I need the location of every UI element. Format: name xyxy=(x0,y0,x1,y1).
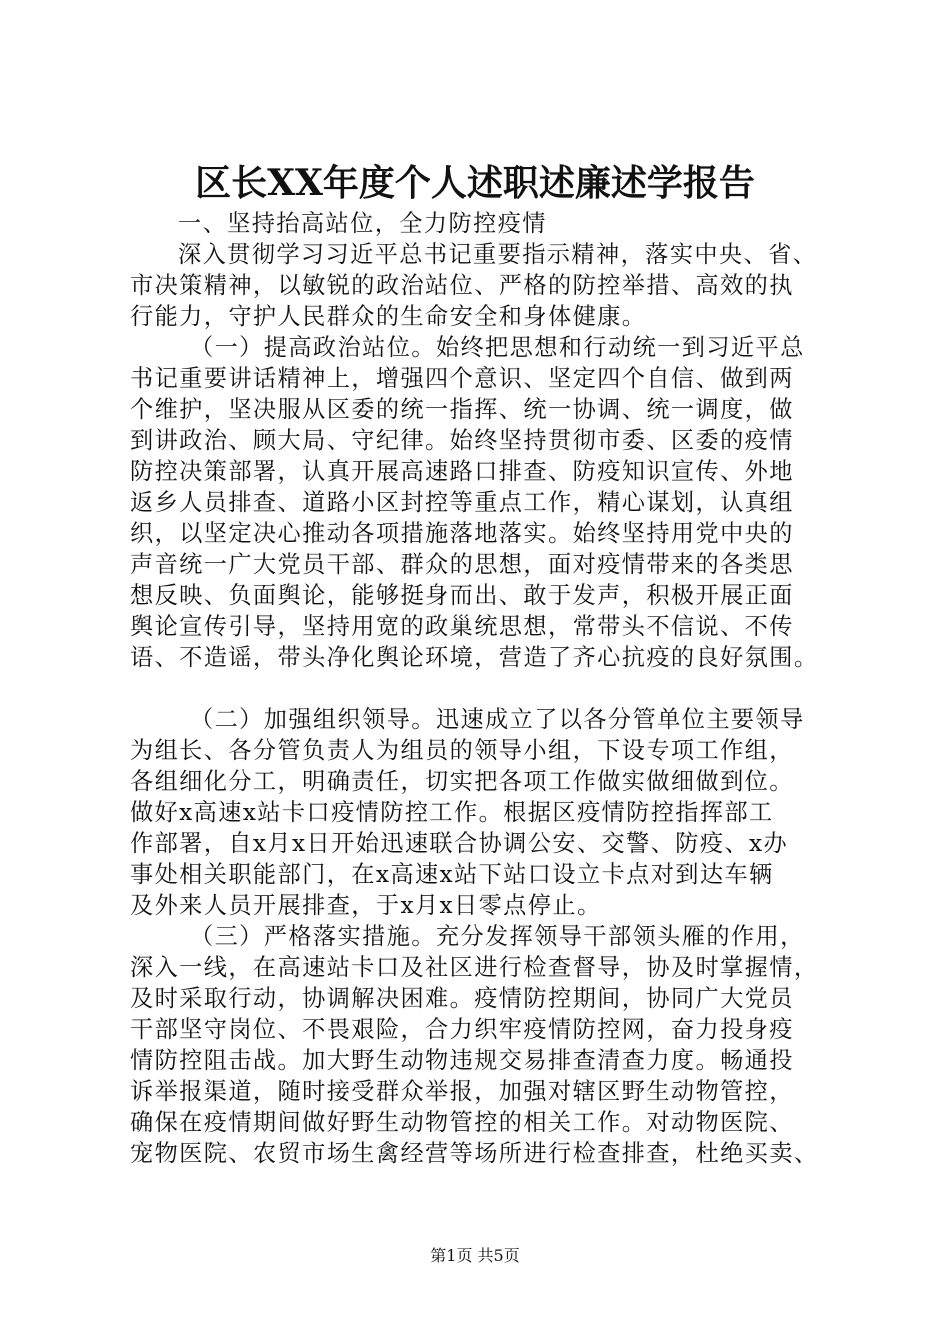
paragraph-line: 情防控阻击战。加大野生动物违规交易排查清查力度。畅通投 xyxy=(130,1047,794,1074)
paragraph-line: 宠物医院、农贸市场生禽经营等场所进行检查排查，杜绝买卖、 xyxy=(130,1140,819,1167)
paragraph-line: 语、不造谣，带头净化舆论环境，营造了齐心抗疫的良好氛围。 xyxy=(130,644,819,671)
paragraph-line: 事处相关职能部门，在x高速x站下站口设立卡点对到达车辆 xyxy=(130,861,774,888)
document-body xyxy=(130,208,852,1169)
page-number-footer: 第1页 共5页 xyxy=(430,1246,520,1265)
paragraph-line: 到讲政治、顾大局、守纪律。始终坚持贯彻市委、区委的疫情 xyxy=(130,427,794,454)
paragraph-line: 确保在疫情期间做好野生动物管控的相关工作。对动物医院、 xyxy=(130,1109,794,1136)
paragraph-line: 市决策精神，以敏锐的政治站位、严格的防控举措、高效的执 xyxy=(130,272,794,299)
paragraph-line: 干部坚守岗位、不畏艰险，合力织牢疫情防控网，奋力投身疫 xyxy=(130,1016,794,1043)
paragraph-line: 舆论宣传引导，坚持用宽的政巢统思想，常带头不信说、不传 xyxy=(130,613,794,640)
paragraph-line: 防控决策部署，认真开展高速路口排查、防疫知识宣传、外地 xyxy=(130,458,794,485)
paragraph-line: （三）严格落实措施。充分发挥领导干部领头雁的作用， xyxy=(190,923,805,950)
paragraph-line: 行能力，守护人民群众的生命安全和身体健康。 xyxy=(130,303,647,330)
paragraph-line: 及外来人员开展排查，于x月x日零点停止。 xyxy=(130,892,602,919)
paragraph-line: 返乡人员排查、道路小区封控等重点工作，精心谋划，认真组 xyxy=(130,489,794,516)
paragraph-line: 声音统一广大党员干部、群众的思想，面对疫情带来的各类思 xyxy=(130,551,794,578)
paragraph-line: 为组长、各分管负责人为组员的领导小组，下设专项工作组， xyxy=(130,737,794,764)
paragraph-line: 个维护，坚决服从区委的统一指挥、统一协调、统一调度，做 xyxy=(130,396,794,423)
paragraph-line: （一）提高政治站位。始终把思想和行动统一到习近平总 xyxy=(190,334,805,361)
document-title: 区长XX年度个人述职述廉述学报告 xyxy=(195,162,755,204)
section-heading: 一、坚持抬高站位，全力防控疫情 xyxy=(178,210,547,237)
paragraph-line: 想反映、负面舆论，能够挺身而出、敢于发声，积极开展正面 xyxy=(130,582,794,609)
paragraph-line: 及时采取行动，协调解决困难。疫情防控期间，协同广大党员 xyxy=(130,985,794,1012)
paragraph-line: 做好x高速x站卡口疫情防控工作。根据区疫情防控指挥部工 xyxy=(130,799,774,826)
paragraph-line: 各组细化分工，明确责任，切实把各项工作做实做细做到位。 xyxy=(130,768,794,795)
paragraph-line: 诉举报渠道，随时接受群众举报，加强对辖区野生动物管控， xyxy=(130,1078,794,1105)
paragraph-spacer xyxy=(130,673,852,704)
paragraph-line: 深入一线，在高速站卡口及社区进行检查督导，协及时掌握情， xyxy=(130,954,819,981)
paragraph-line: （二）加强组织领导。迅速成立了以各分管单位主要领导 xyxy=(190,706,805,733)
paragraph-line: 作部署，自x月x日开始迅速联合协调公安、交警、防疫、x办 xyxy=(130,830,789,857)
paragraph-line: 深入贯彻学习习近平总书记重要指示精神，落实中央、省、 xyxy=(178,241,818,268)
paragraph-line: 织，以坚定决心推动各项措施落地落实。始终坚持用党中央的 xyxy=(130,520,794,547)
paragraph-line: 书记重要讲话精神上，增强四个意识、坚定四个自信、做到两 xyxy=(130,365,794,392)
